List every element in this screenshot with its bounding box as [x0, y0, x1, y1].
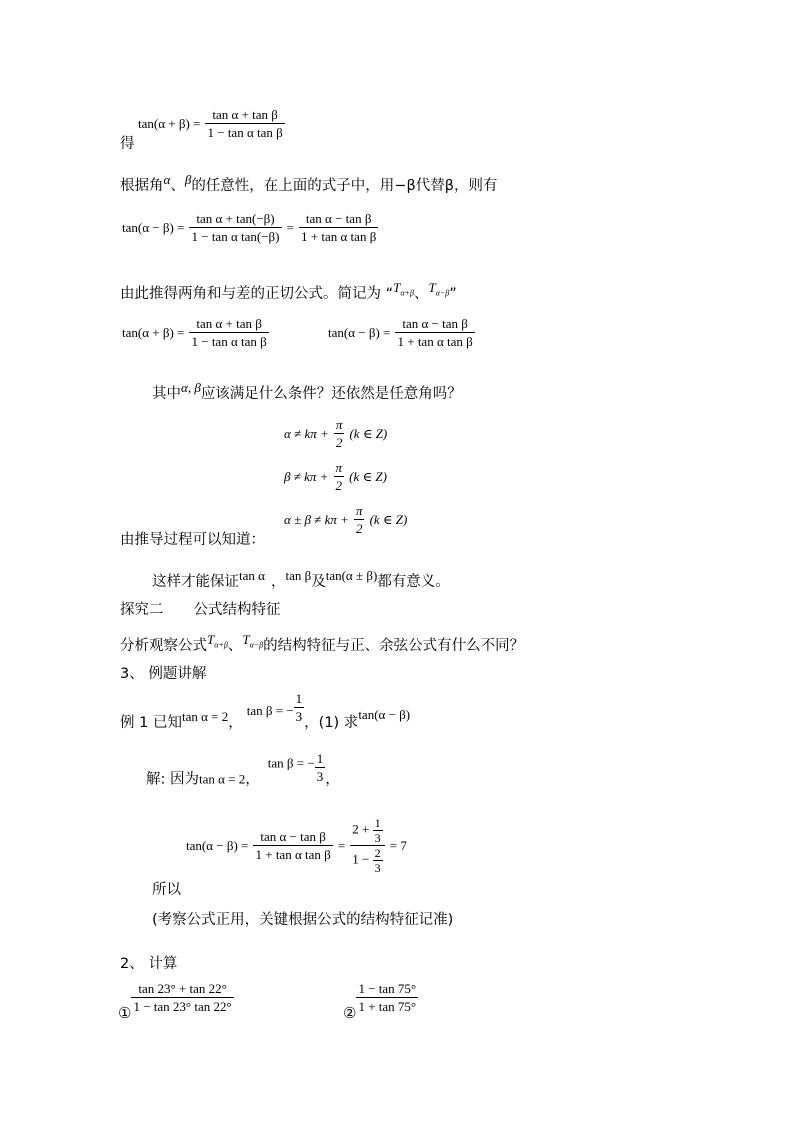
fraction-numerator: tan α − tan β	[299, 210, 378, 228]
symbol-T-sum	[207, 632, 228, 650]
section-heading-calculate: 2、 计算	[120, 956, 178, 972]
T-letter: T	[207, 632, 215, 647]
note-formula-usage: (考察公式正用，关键根据公式的结构特征记准)	[152, 912, 454, 928]
math-alpha: α	[163, 172, 171, 187]
fraction-denominator: 2	[355, 521, 363, 536]
formula-left: tan(α − β) =	[186, 838, 249, 853]
text: 的结构特征与正、余弦公式有什么不同？	[263, 638, 525, 654]
complex-numerator	[350, 816, 384, 846]
formula-tan-sum-2	[122, 315, 269, 350]
fraction-numerator: tan α − tan β	[395, 315, 474, 333]
condition-left: α ≠ kπ +	[284, 426, 329, 441]
math-beta: β	[184, 172, 192, 187]
fraction-denominator: 2	[335, 478, 343, 493]
math-tan-beta: tan β	[285, 568, 312, 583]
T-letter: T	[393, 280, 401, 295]
fraction-numerator: tan 23° + tan 22°	[131, 980, 233, 998]
fraction-denominator: 1 + tan α tan β	[255, 847, 331, 862]
fraction-numerator: 1	[316, 751, 324, 766]
condition-left: α ± β ≠ kπ +	[284, 512, 349, 527]
fraction-denominator: 1 + tan α tan β	[301, 229, 377, 244]
fraction-numerator: tan α + tan β	[189, 315, 268, 333]
fraction-numerator: 1	[374, 816, 381, 830]
math-tan-alpha-pm-beta: tan(α ± β)	[325, 568, 378, 583]
formula-left: tan(α − β) =	[328, 325, 391, 340]
condition-fraction	[334, 416, 345, 451]
text: ，(1) 求	[304, 715, 359, 731]
math-alpha-beta: α, β	[181, 380, 201, 395]
T-subscript: α−β	[435, 288, 450, 298]
text: 由此推得两角和与差的正切公式。简记为 “	[120, 286, 394, 302]
section-heading-examples: 3、 例题讲解	[120, 666, 207, 682]
fraction-numerator: tan α + tan(−β)	[189, 210, 281, 228]
fraction-numerator: 1	[295, 691, 303, 706]
text: 应该满足什么条件？还依然是任意角吗？	[200, 386, 462, 402]
section-heading-explore-2	[120, 598, 281, 619]
text: 的任意性，在上面的式子中，用−β代替β，则有	[191, 178, 498, 194]
condition-fraction	[354, 502, 365, 537]
T-letter: T	[242, 632, 250, 647]
inner-fraction	[373, 846, 383, 875]
text: 根据角	[120, 178, 164, 194]
formula-fraction	[299, 210, 378, 245]
paragraph-arbitrary-angle	[120, 172, 497, 195]
fraction-numerator: tan α + tan β	[205, 106, 284, 124]
fraction-denominator: 1 − tan 23° tan 22°	[133, 999, 232, 1014]
formula-left: tan(α + β) =	[138, 116, 201, 131]
fraction-numerator: π	[335, 417, 343, 432]
example-1	[120, 690, 410, 732]
fraction-numerator: tan α − tan β	[253, 828, 332, 846]
fraction-denominator: 3	[374, 861, 381, 875]
fraction-denominator: 1 − tan α tan(−β)	[191, 229, 280, 244]
fraction-denominator: 1 + tan α tan β	[397, 334, 473, 349]
fraction-denominator: 3	[295, 709, 303, 724]
formula-tan-sum	[138, 106, 285, 141]
condition-alpha	[284, 416, 387, 451]
symbol-T-sum	[393, 280, 414, 298]
symbol-T-diff	[428, 280, 450, 298]
text: ，	[245, 771, 260, 788]
formula-fraction	[395, 315, 474, 350]
text: 例 1 已知	[120, 715, 182, 731]
equals-sign: =	[286, 220, 294, 235]
math-tan-beta: tan β = −	[246, 703, 294, 718]
fraction-numerator: 1 − tan 75°	[358, 981, 417, 996]
fraction-numerator: 2	[374, 846, 381, 860]
fraction-denominator: 3	[316, 769, 324, 784]
fraction-numerator: π	[335, 460, 343, 475]
solution-given	[146, 750, 340, 789]
text: 分析观察公式	[120, 638, 207, 654]
text: 其中	[152, 386, 181, 402]
text-de: 得	[120, 136, 135, 152]
math-fraction-one-third	[294, 690, 305, 725]
text: ，	[228, 715, 243, 731]
result: = 7	[389, 838, 407, 853]
fraction-denominator: 1 − tan α tan β	[207, 125, 283, 140]
complex-fraction	[350, 816, 384, 875]
problem-1	[118, 980, 234, 1023]
formula-fraction	[189, 210, 281, 245]
text: 1 −	[352, 851, 370, 867]
problem-2	[343, 980, 418, 1023]
complex-denominator	[350, 846, 384, 875]
text-derivation-shows: 由推导过程可以知道：	[120, 532, 265, 548]
section-number: 探究二	[120, 602, 164, 618]
condition-right: (k ∈ Z)	[369, 512, 408, 527]
text: ”	[449, 286, 457, 302]
inner-fraction	[373, 816, 383, 845]
text: 、	[227, 638, 243, 654]
condition-beta	[284, 459, 387, 494]
text: 这样才能保证	[152, 574, 239, 590]
fraction-denominator: 1 + tan 75°	[358, 999, 417, 1014]
formula-tan-diff-2	[328, 315, 475, 350]
formula-tan-diff-derivation	[122, 210, 378, 245]
math-fraction-one-third	[315, 750, 326, 785]
text: 解: 因为	[146, 771, 199, 788]
text-therefore: 所以	[152, 882, 181, 898]
formula-fraction	[189, 315, 268, 350]
paragraph-analyze-structure	[120, 632, 524, 655]
text: 及	[311, 574, 326, 590]
math-tan-alpha: tan α	[239, 568, 265, 583]
condition-fraction	[334, 459, 345, 494]
formula-left: tan(α − β) =	[122, 220, 185, 235]
text: 都有意义。	[377, 574, 450, 590]
text: ，	[325, 771, 340, 788]
math-tan-alpha-2: tan α = 2	[199, 771, 246, 787]
math-tan-alpha-minus-beta: tan(α − β)	[358, 707, 411, 722]
formula-left: tan(α + β) =	[122, 325, 185, 340]
paragraph-guarantee	[152, 568, 450, 591]
problem-number: ①	[118, 1006, 132, 1022]
text: ，	[270, 574, 286, 590]
text: 、	[413, 286, 429, 302]
problem-number: ②	[343, 1006, 357, 1022]
section-title: 公式结构特征	[193, 602, 281, 618]
T-subscript: α+β	[400, 288, 414, 298]
problem-fraction	[131, 980, 233, 1015]
formula-fraction	[205, 106, 284, 141]
formula-fraction	[253, 828, 332, 863]
equals-sign: =	[337, 838, 346, 853]
math-tan-beta: tan β = −	[267, 755, 315, 771]
math-tan-alpha-2: tan α = 2	[181, 709, 229, 724]
text: 、	[170, 178, 185, 194]
fraction-denominator: 3	[374, 831, 381, 845]
T-letter: T	[428, 280, 436, 295]
condition-alpha-pm-beta	[284, 502, 407, 537]
formula-solution	[186, 816, 407, 875]
condition-left: β ≠ kπ +	[284, 469, 329, 484]
T-subscript: α+β	[214, 640, 228, 650]
paragraph-abbreviation	[120, 280, 457, 303]
fraction-denominator: 1 − tan α tan β	[191, 334, 267, 349]
symbol-T-diff	[242, 632, 264, 650]
paragraph-conditions-question	[152, 380, 462, 403]
condition-right: (k ∈ Z)	[349, 469, 387, 484]
condition-right: (k ∈ Z)	[349, 426, 388, 441]
problem-fraction	[356, 980, 418, 1015]
T-subscript: α−β	[249, 640, 264, 650]
fraction-denominator: 2	[335, 435, 343, 450]
text: 2 +	[352, 821, 370, 837]
fraction-numerator: π	[355, 503, 363, 518]
